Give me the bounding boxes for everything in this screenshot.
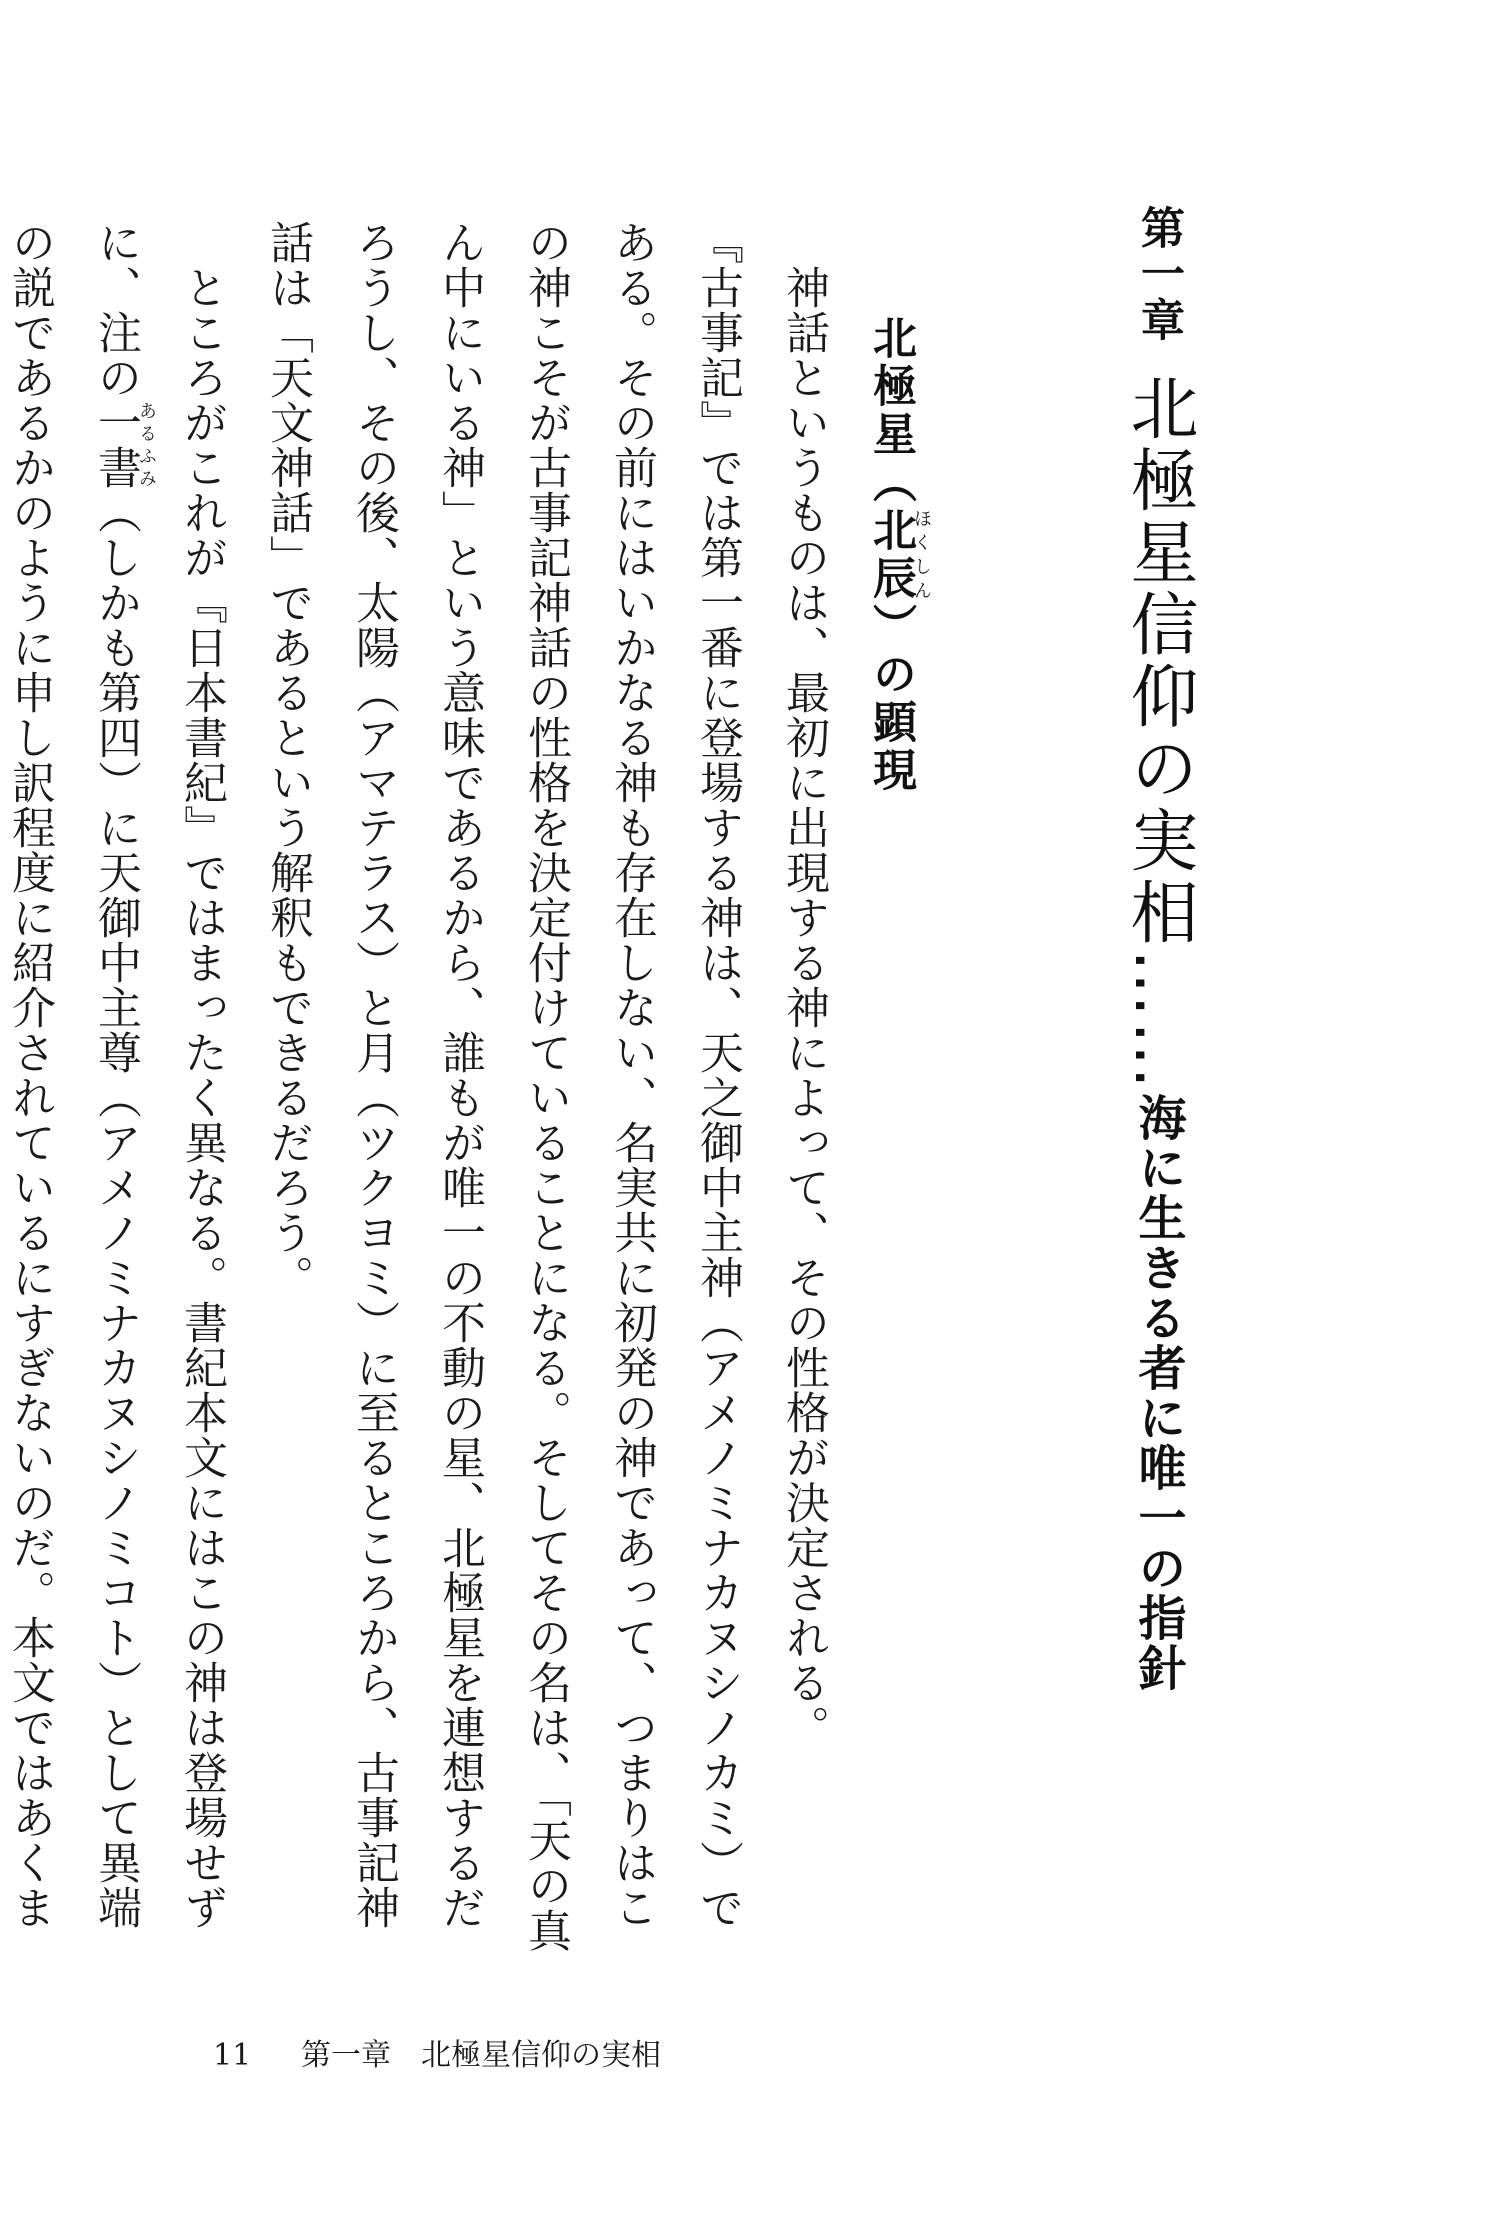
chapter-subtitle: 海に生きる者に唯一の指針 xyxy=(1130,1093,1186,1693)
paragraph-3 xyxy=(0,220,244,1960)
chapter-heading xyxy=(1110,205,1207,1693)
body-text xyxy=(0,220,846,1960)
paragraph-1-text: 神話というものは、最初に出現する神によって、その性格が決定される。 xyxy=(778,265,829,1750)
section-title-before: 北極星 xyxy=(865,315,916,459)
chapter-label: 第一章 xyxy=(1133,205,1184,343)
section-ruby xyxy=(865,507,932,603)
paragraph-3-text-b: （しかも第四）に天御中主尊（アメノミナカヌシノミコト）として異端の説であるかのように申し訳程度に紹介されているにすぎないのだ。本文ではあくま xyxy=(4,220,141,1930)
paragraph-1 xyxy=(760,220,846,1960)
page-number: 11 xyxy=(213,2038,252,2073)
paragraph-3-ruby xyxy=(90,400,157,490)
paragraph-3-ruby-base: 一書 xyxy=(90,400,141,490)
paragraph-2-text: 『古事記』では第一番に登場する神は、天之御中主神（アメノミナカヌシノカミ）である。その前にはいかなる神も存在しない、名実共に初発の神であって、つまりはこの神こそが古事記神話の性格を決定付けていることになる。そしてその名は、「天の真ん中にいる神」という意味であるから、誰もが唯一の不動の星、北極星を連想するだろうし、その後、太陽（アマテラス）と月（ツクヨミ）に至るところから、古事記神話は「天文神話」であるという解釈もできるだろう。 xyxy=(262,220,743,1953)
paragraph-2 xyxy=(244,220,760,1960)
page-footer xyxy=(213,2030,661,2074)
section-ruby-base: 北辰 xyxy=(865,507,916,603)
section-title-after: の顕現 xyxy=(865,651,916,795)
section-ruby-text: ほくしん xyxy=(911,507,932,603)
chapter-title: 北極星信仰の実相…… xyxy=(1119,373,1198,1093)
paragraph-3-text-a: ところがこれが『日本書紀』ではまったく異なる。書紀本文にはこの神は登場せずに、注の xyxy=(90,220,227,1930)
running-head: 第一章 北極星信仰の実相 xyxy=(301,2038,661,2073)
section-heading xyxy=(858,315,931,795)
section-paren-open: （ xyxy=(865,459,916,507)
paragraph-3-ruby-text: あるふみ xyxy=(136,400,157,490)
section-paren-close: ） xyxy=(865,603,916,651)
